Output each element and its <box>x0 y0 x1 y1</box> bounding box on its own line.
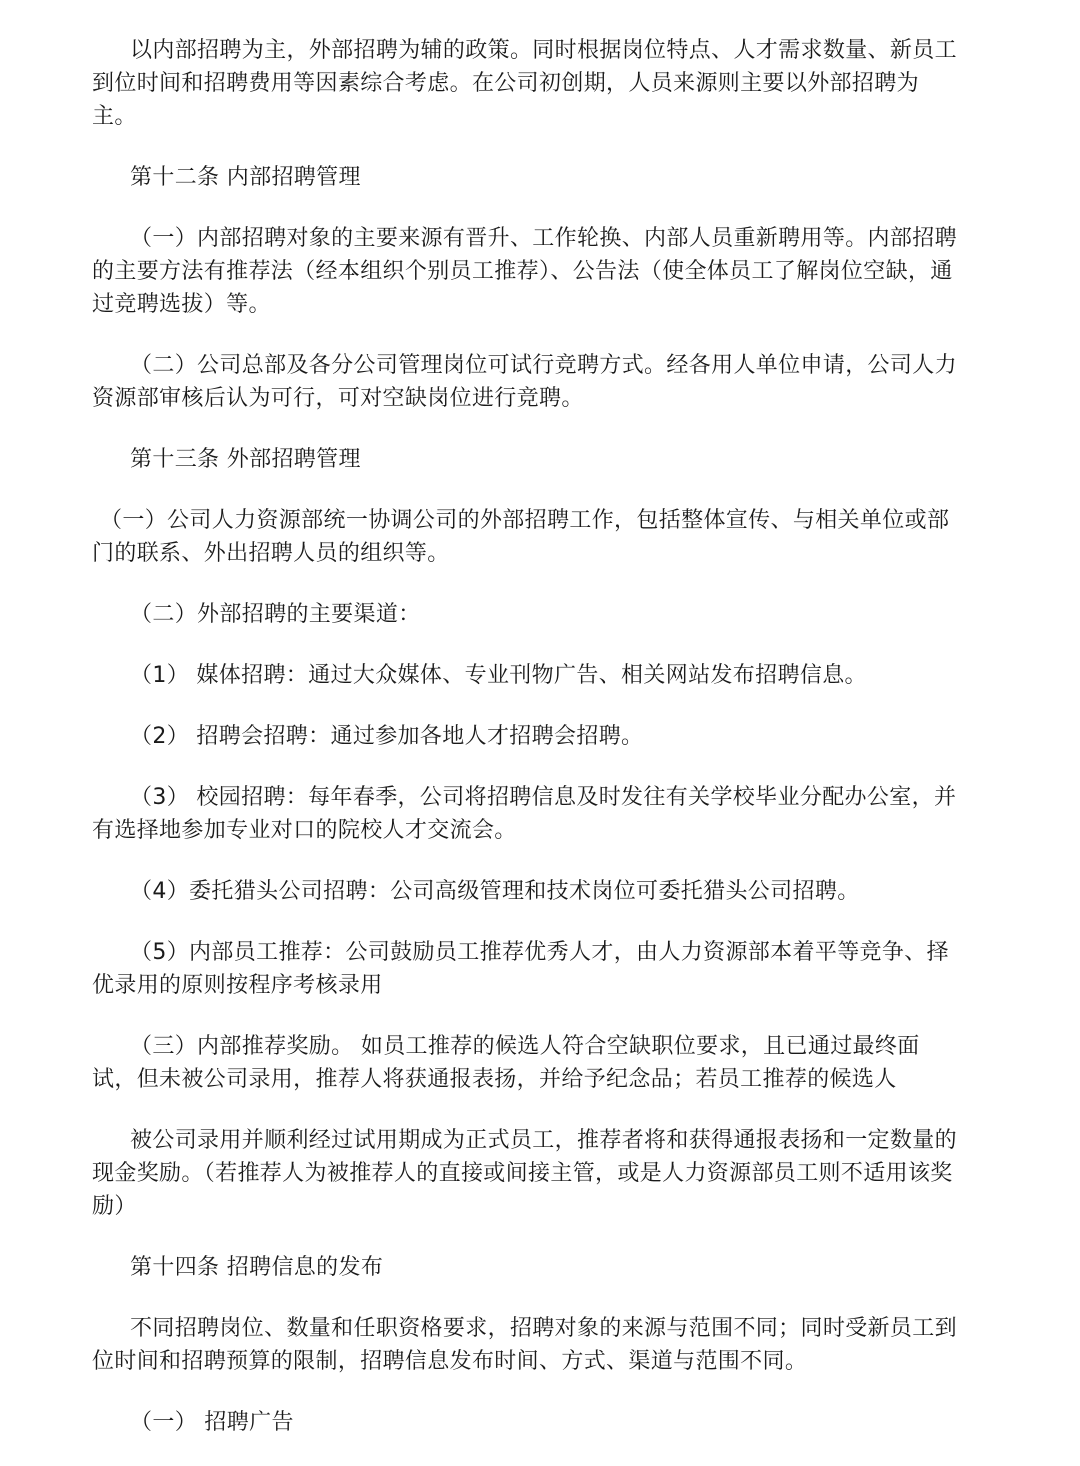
heading-recruitment-ad: （一） 招聘广告 <box>130 1410 294 1435</box>
heading-article-14: 第十四条 招聘信息的发布 <box>130 1255 384 1280</box>
paragraph-external-channels: （二）外部招聘的主要渠道： <box>130 602 421 627</box>
document-page <box>92 34 960 1466</box>
paragraph-recruitment-policy: 以内部招聘为主，外部招聘为辅的政策。同时根据岗位特点、人才需求数量、新员工到位时间和招聘费用等因素综合考虑。在公司初创期，人员来源则主要以外部招聘为主。 <box>92 38 957 129</box>
list-item-employee-referral: （5）内部员工推荐：公司鼓励员工推荐优秀人才，由人力资源部本着平等竞争、择优录用的原则按程序考核录用 <box>92 940 949 998</box>
list-item-headhunter: （4）委托猎头公司招聘：公司高级管理和技术岗位可委托猎头公司招聘。 <box>130 879 860 904</box>
paragraph-internal-sources: （一）内部招聘对象的主要来源有晋升、工作轮换、内部人员重新聘用等。内部招聘的主要方法有推荐法（经本组织个别员工推荐）、公告法（使全体员工了解岗位空缺，通过竞聘选拔）等。 <box>92 226 957 317</box>
paragraph-referral-reward: （三）内部推荐奖励。 如员工推荐的候选人符合空缺职位要求，且已通过最终面试，但未被公司录用，推荐人将获通报表扬，并给予纪念品；若员工推荐的候选人 <box>92 1034 920 1092</box>
paragraph-competitive-hiring: （二）公司总部及各分公司管理岗位可试行竞聘方式。经各用人单位申请，公司人力资源部审核后认为可行，可对空缺岗位进行竞聘。 <box>92 353 957 411</box>
paragraph-hr-coordination: （一）公司人力资源部统一协调公司的外部招聘工作，包括整体宣传、与相关单位或部门的联系、外出招聘人员的组织等。 <box>92 508 950 566</box>
heading-article-13: 第十三条 外部招聘管理 <box>130 447 361 472</box>
heading-article-12: 第十二条 内部招聘管理 <box>130 165 361 190</box>
paragraph-info-release: 不同招聘岗位、数量和任职资格要求，招聘对象的来源与范围不同；同时受新员工到位时间和招聘预算的限制，招聘信息发布时间、方式、渠道与范围不同。 <box>92 1316 957 1374</box>
list-item-job-fair: （2） 招聘会招聘：通过参加各地人才招聘会招聘。 <box>130 724 644 749</box>
paragraph-referral-cash-reward: 被公司录用并顺利经过试用期成为正式员工，推荐者将和获得通报表扬和一定数量的现金奖励。（若推荐人为被推荐人的直接或间接主管，或是人力资源部员工则不适用该奖励） <box>92 1128 957 1219</box>
list-item-campus-recruitment: （3） 校园招聘：每年春季，公司将招聘信息及时发往有关学校毕业分配办公室，并有选择地参加专业对口的院校人才交流会。 <box>92 785 957 843</box>
list-item-media-recruitment: （1） 媒体招聘：通过大众媒体、专业刊物广告、相关网站发布招聘信息。 <box>130 663 867 688</box>
